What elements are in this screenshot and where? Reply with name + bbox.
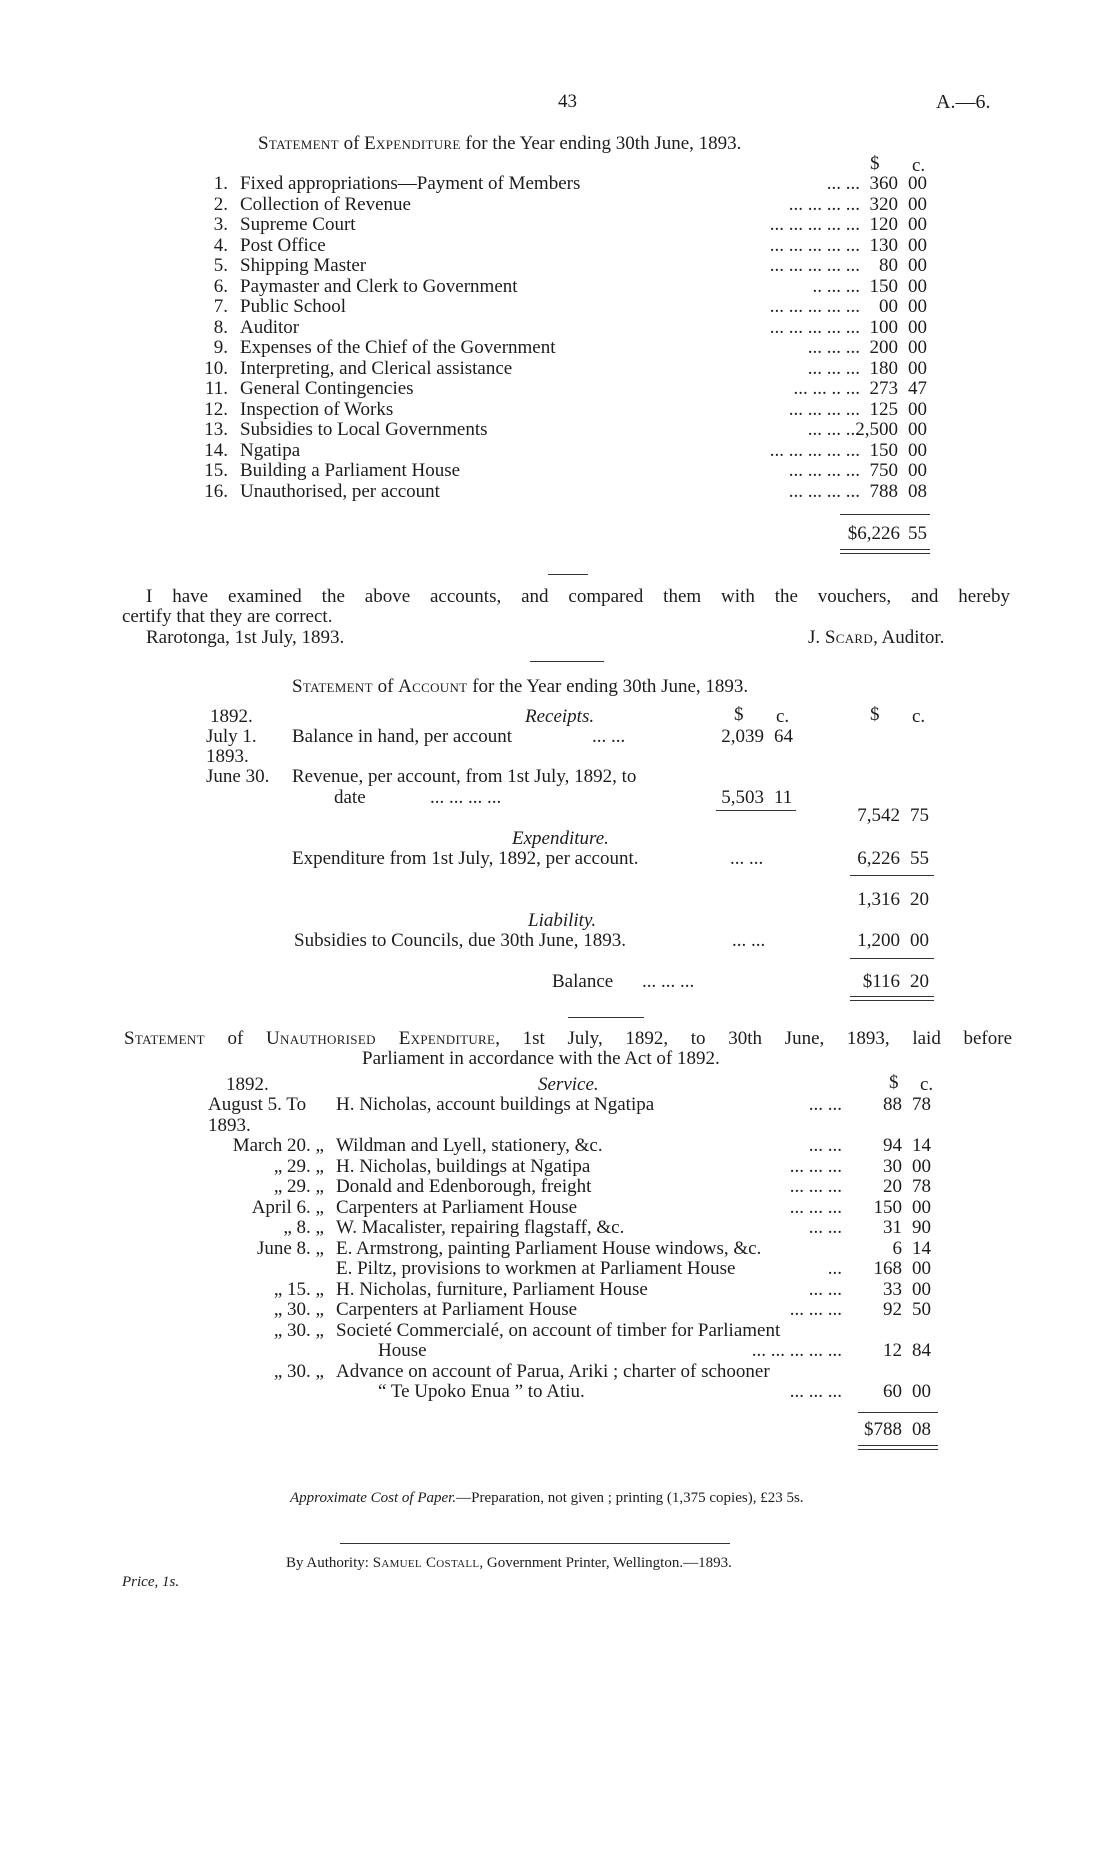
unauthorised-row bbox=[0, 1218, 1114, 1239]
item-number: 11. bbox=[204, 378, 228, 399]
section-divider bbox=[548, 574, 588, 575]
item-cents: 00 bbox=[908, 173, 927, 194]
leader-dots: ... ... ... ... bbox=[788, 460, 860, 481]
item-dollars: 750 bbox=[869, 460, 898, 481]
expenditure-row bbox=[0, 256, 1114, 277]
service-description: Wildman and Lyell, stationery, &c. bbox=[336, 1135, 603, 1156]
subtotal-rule bbox=[716, 810, 796, 811]
item-dollars: 360 bbox=[869, 173, 898, 194]
item-cents: 00 bbox=[908, 460, 927, 481]
unauthorised-row bbox=[0, 1259, 1114, 1280]
unauthorised-col-dollar: $ bbox=[889, 1072, 899, 1093]
item-number: 1. bbox=[213, 173, 228, 194]
column-header-cents: c. bbox=[912, 155, 926, 176]
item-dollars: 788 bbox=[869, 480, 898, 502]
item-number: 12. bbox=[204, 398, 228, 420]
item-label: Post Office bbox=[240, 234, 326, 256]
item-number: 2. bbox=[213, 193, 228, 215]
unauthorised-col-cents: c. bbox=[920, 1074, 934, 1095]
service-date: „ 15. „ bbox=[273, 1278, 324, 1300]
leader-dots: ... ... bbox=[732, 930, 766, 951]
service-dollars: 12 bbox=[883, 1340, 902, 1361]
item-label: Interpreting, and Clerical assistance bbox=[240, 357, 513, 379]
leader-dots: ... ... ... ... bbox=[788, 398, 860, 420]
account-liability-cents: 00 bbox=[910, 930, 929, 951]
item-dollars: 2,500 bbox=[855, 419, 898, 440]
account-year-1893: 1893. bbox=[206, 746, 249, 767]
unauthorised-total-dollars: $788 bbox=[864, 1419, 902, 1440]
service-cents: 50 bbox=[912, 1299, 931, 1320]
service-cents: 14 bbox=[912, 1135, 931, 1156]
total-col-dollar: $ bbox=[870, 704, 880, 725]
service-dollars: 6 bbox=[892, 1237, 902, 1259]
leader-dots: ... ... ... bbox=[807, 357, 860, 379]
unauthorised-row bbox=[0, 1321, 1114, 1342]
leader-dots: ... ... bbox=[730, 848, 764, 869]
service-dollars: 60 bbox=[883, 1381, 902, 1402]
expenditure-total-cents: 55 bbox=[908, 523, 927, 544]
service-cents: 00 bbox=[912, 1258, 931, 1279]
leader-dots: .. ... ... bbox=[812, 275, 860, 297]
account-item: Balance in hand, per account bbox=[292, 726, 512, 747]
item-label: Collection of Revenue bbox=[240, 193, 411, 215]
item-dollars: 120 bbox=[869, 214, 898, 235]
balance-cents: 20 bbox=[910, 971, 929, 992]
leader-dots: ... ... ... bbox=[789, 1196, 842, 1218]
total-rule bbox=[840, 514, 930, 515]
item-cents: 00 bbox=[908, 255, 927, 276]
document-reference: A.—6. bbox=[936, 91, 991, 113]
account-item-dollars: 5,503 bbox=[721, 787, 764, 808]
service-cents: 78 bbox=[912, 1176, 931, 1197]
service-dollars: 92 bbox=[883, 1299, 902, 1320]
leader-dots: ... ... ... ... bbox=[430, 787, 502, 808]
item-dollars: 100 bbox=[869, 316, 898, 338]
service-cents: 90 bbox=[912, 1217, 931, 1238]
service-dollars: 94 bbox=[883, 1135, 902, 1156]
item-dollars: 320 bbox=[869, 193, 898, 215]
expenditure-row bbox=[0, 215, 1114, 236]
cost-of-paper-note: Approximate Cost of Paper.—Preparation, not given ; printing (1,375 copies), £23 5s. bbox=[290, 1490, 804, 1506]
item-cents: 00 bbox=[908, 234, 927, 256]
service-description: E. Armstrong, painting Parliament House windows, &c. bbox=[336, 1237, 762, 1259]
total-rule bbox=[858, 1412, 938, 1413]
account-date: June 30. bbox=[206, 766, 270, 787]
item-label: Building a Parliament House bbox=[240, 460, 461, 481]
item-label: Supreme Court bbox=[240, 214, 356, 235]
leader-dots: ... ... ... ... ... bbox=[769, 316, 860, 338]
item-dollars: 80 bbox=[879, 255, 898, 276]
expenditure-row bbox=[0, 195, 1114, 216]
expenditure-row bbox=[0, 277, 1114, 298]
item-label: Public School bbox=[240, 296, 347, 317]
item-cents: 00 bbox=[908, 337, 927, 358]
service-date: August 5. To bbox=[208, 1094, 307, 1115]
item-label: Ngatipa bbox=[240, 439, 301, 461]
account-date: July 1. bbox=[206, 726, 257, 747]
service-date: „ 30. „ bbox=[273, 1319, 324, 1341]
account-item-dollars: 2,039 bbox=[721, 726, 764, 747]
liability-heading: Liability. bbox=[528, 910, 597, 931]
leader-dots: ... ... ... bbox=[807, 419, 860, 440]
expenditure-total-dollars: $6,226 bbox=[847, 523, 900, 544]
auditor-signature: J. Scard, Auditor. bbox=[808, 627, 945, 648]
item-label: Inspection of Works bbox=[240, 398, 394, 420]
leader-dots: ... ... ... ... bbox=[788, 480, 860, 502]
unauthorised-row bbox=[0, 1136, 1114, 1157]
certification-line-1: I have examined the above accounts, and compared them with the vouchers, and hereby bbox=[146, 586, 1010, 607]
leader-dots: ... ... ... bbox=[789, 1176, 842, 1197]
service-date: March 20. „ bbox=[232, 1135, 324, 1156]
service-dollars: 20 bbox=[883, 1176, 902, 1197]
service-date: „ 30. „ bbox=[273, 1360, 324, 1382]
expenditure-row bbox=[0, 461, 1114, 482]
leader-dots: ... ... .. ... bbox=[793, 378, 860, 399]
expenditure-row bbox=[0, 174, 1114, 195]
item-number: 14. bbox=[204, 439, 228, 461]
expenditure-title: Statement of Expenditure for the Year ending 30th June, 1893. bbox=[258, 133, 742, 154]
unauthorised-row bbox=[0, 1095, 1114, 1116]
expenditure-row bbox=[0, 318, 1114, 339]
expenditure-row bbox=[0, 420, 1114, 441]
section-divider bbox=[530, 661, 604, 662]
account-expenditure-item: Expenditure from 1st July, 1892, per account. bbox=[292, 848, 639, 869]
item-label: Expenses of the Chief of the Government bbox=[240, 337, 556, 358]
account-item-cents: 11 bbox=[774, 787, 793, 808]
expenditure-row bbox=[0, 482, 1114, 503]
service-date: „ 29. „ bbox=[273, 1176, 324, 1197]
unauthorised-row bbox=[0, 1300, 1114, 1321]
service-dollars: 88 bbox=[883, 1094, 902, 1115]
account-item: Revenue, per account, from 1st July, 1892, to bbox=[292, 766, 637, 787]
account-expenditure-cents: 55 bbox=[910, 848, 929, 869]
unauthorised-row bbox=[0, 1362, 1114, 1383]
item-label: Shipping Master bbox=[240, 255, 367, 276]
service-dollars: 30 bbox=[883, 1155, 902, 1177]
item-cents: 00 bbox=[908, 275, 927, 297]
item-dollars: 00 bbox=[879, 296, 898, 317]
item-cents: 47 bbox=[908, 378, 927, 399]
account-liability-dollars: 1,200 bbox=[857, 930, 900, 951]
service-dollars: 31 bbox=[883, 1217, 902, 1238]
leader-dots: ... ... ... ... ... bbox=[769, 296, 860, 317]
printer-authority: By Authority: Samuel Costall, Government Printer, Wellington.—1893. bbox=[286, 1555, 732, 1571]
unauthorised-title: Statement of Unauthorised Expenditure, 1st July, 1892, to 30th June, 1893, laid before bbox=[124, 1028, 1013, 1049]
service-description: Societé Commercialé, on account of timber for Parliament bbox=[336, 1319, 781, 1341]
unauthorised-row bbox=[0, 1341, 1114, 1362]
item-cents: 00 bbox=[908, 214, 927, 235]
service-description: Donald and Edenborough, freight bbox=[336, 1176, 592, 1197]
unauthorised-row bbox=[0, 1382, 1114, 1403]
service-date: April 6. „ bbox=[251, 1196, 324, 1218]
item-label: Auditor bbox=[240, 316, 300, 338]
account-year-1892: 1892. bbox=[210, 706, 253, 727]
leader-dots: ... ... ... bbox=[642, 971, 695, 992]
leader-dots: ... bbox=[827, 1258, 842, 1279]
item-dollars: 180 bbox=[869, 357, 898, 379]
service-description: H. Nicholas, account buildings at Ngatipa bbox=[336, 1094, 655, 1115]
leader-dots: ... ... ... bbox=[807, 337, 860, 358]
item-number: 10. bbox=[204, 357, 228, 379]
service-description: House bbox=[378, 1340, 427, 1361]
leader-dots: ... ... ... bbox=[789, 1381, 842, 1402]
service-description: Carpenters at Parliament House bbox=[336, 1299, 578, 1320]
service-cents: 78 bbox=[912, 1094, 931, 1115]
leader-dots: ... ... bbox=[808, 1217, 842, 1238]
account-item-continued: date bbox=[334, 787, 366, 808]
item-cents: 08 bbox=[908, 480, 927, 502]
receipts-total-cents: 75 bbox=[910, 805, 929, 826]
item-number: 5. bbox=[213, 255, 228, 276]
item-number: 16. bbox=[204, 480, 228, 502]
item-cents: 00 bbox=[908, 357, 927, 379]
unauthorised-row bbox=[0, 1177, 1114, 1198]
service-description: E. Piltz, provisions to workmen at Parliament House bbox=[336, 1258, 736, 1279]
leader-dots: ... ... ... bbox=[789, 1299, 842, 1320]
unauthorised-row bbox=[0, 1239, 1114, 1260]
item-number: 4. bbox=[213, 234, 228, 256]
service-description: Carpenters at Parliament House bbox=[336, 1196, 578, 1218]
item-dollars: 150 bbox=[869, 275, 898, 297]
account-liability-item: Subsidies to Councils, due 30th June, 1893. bbox=[294, 930, 626, 951]
item-dollars: 200 bbox=[869, 337, 898, 358]
footer-rule bbox=[340, 1543, 730, 1544]
unauthorised-row bbox=[0, 1198, 1114, 1219]
item-number: 13. bbox=[204, 419, 228, 440]
service-cents: 14 bbox=[912, 1237, 931, 1259]
item-cents: 00 bbox=[908, 193, 927, 215]
item-label: Subsidies to Local Governments bbox=[240, 419, 488, 440]
service-dollars: 150 bbox=[873, 1196, 902, 1218]
expenditure-row bbox=[0, 379, 1114, 400]
unauthorised-row bbox=[0, 1280, 1114, 1301]
leader-dots: ... ... ... ... ... bbox=[769, 214, 860, 235]
after-expenditure-cents: 20 bbox=[910, 889, 929, 910]
service-date: „ 30. „ bbox=[273, 1299, 324, 1320]
item-dollars: 130 bbox=[869, 234, 898, 256]
service-date: June 8. „ bbox=[256, 1237, 324, 1259]
item-label: General Contingencies bbox=[240, 378, 414, 399]
service-description: Advance on account of Parua, Ariki ; charter of schooner bbox=[336, 1360, 770, 1382]
item-cents: 00 bbox=[908, 419, 927, 440]
section-divider bbox=[568, 1017, 644, 1018]
leader-dots: ... ... ... ... ... bbox=[769, 234, 860, 256]
expenditure-row bbox=[0, 359, 1114, 380]
unauthorised-year-1892: 1892. bbox=[226, 1074, 269, 1095]
account-title: Statement of Account for the Year ending 30th June, 1893. bbox=[292, 676, 749, 697]
item-number: 6. bbox=[213, 275, 228, 297]
item-number: 15. bbox=[204, 460, 228, 481]
account-item-cents: 64 bbox=[774, 726, 793, 747]
service-cents: 00 bbox=[912, 1196, 931, 1218]
page-number: 43 bbox=[558, 91, 577, 112]
balance-double-rule bbox=[850, 996, 934, 1001]
service-cents: 00 bbox=[912, 1278, 931, 1300]
subtotal-rule bbox=[850, 875, 934, 876]
expenditure-row bbox=[0, 297, 1114, 318]
service-description: W. Macalister, repairing flagstaff, &c. bbox=[336, 1217, 625, 1238]
item-label: Paymaster and Clerk to Government bbox=[240, 275, 518, 297]
service-cents: 84 bbox=[912, 1340, 931, 1361]
column-header-dollar: $ bbox=[870, 153, 880, 174]
receipts-heading: Receipts. bbox=[525, 706, 595, 727]
item-number: 8. bbox=[213, 316, 228, 338]
leader-dots: ... ... ... bbox=[789, 1155, 842, 1177]
service-cents: 00 bbox=[912, 1381, 931, 1402]
service-description: H. Nicholas, furniture, Parliament House bbox=[336, 1278, 648, 1300]
expenditure-heading: Expenditure. bbox=[512, 828, 609, 849]
item-cents: 00 bbox=[908, 296, 927, 317]
expenditure-row bbox=[0, 441, 1114, 462]
service-description: H. Nicholas, buildings at Ngatipa bbox=[336, 1155, 591, 1177]
service-dollars: 168 bbox=[873, 1258, 902, 1279]
receipts-total-dollars: 7,542 bbox=[857, 805, 900, 826]
unauthorised-total-cents: 08 bbox=[912, 1419, 931, 1440]
item-number: 3. bbox=[213, 214, 228, 235]
certification-line-2: certify that they are correct. bbox=[122, 606, 333, 627]
leader-dots: ... ... ... ... ... bbox=[751, 1340, 842, 1361]
total-col-cents: c. bbox=[912, 706, 926, 727]
service-date: „ 8. „ bbox=[283, 1217, 324, 1238]
leader-dots: ... ... ... ... ... bbox=[769, 439, 860, 461]
receipts-col-dollar: $ bbox=[734, 704, 744, 725]
receipts-col-cents: c. bbox=[776, 706, 790, 727]
unauthorised-title-line-2: Parliament in accordance with the Act of 1892. bbox=[362, 1048, 720, 1069]
leader-dots: ... ... bbox=[808, 1278, 842, 1300]
balance-dollars: $116 bbox=[862, 971, 900, 992]
item-cents: 00 bbox=[908, 398, 927, 420]
item-dollars: 150 bbox=[869, 439, 898, 461]
leader-dots: ... ... bbox=[808, 1135, 842, 1156]
price: Price, 1s. bbox=[122, 1574, 180, 1590]
leader-dots: ... ... bbox=[808, 1094, 842, 1115]
total-double-rule bbox=[858, 1445, 938, 1450]
item-cents: 00 bbox=[908, 439, 927, 461]
leader-dots: ... ... bbox=[826, 173, 860, 194]
subtotal-rule bbox=[850, 958, 934, 959]
expenditure-row bbox=[0, 400, 1114, 421]
balance-label: Balance bbox=[552, 971, 614, 992]
item-dollars: 125 bbox=[869, 398, 898, 420]
item-label: Fixed appropriations—Payment of Members bbox=[240, 173, 581, 194]
after-expenditure-dollars: 1,316 bbox=[857, 889, 900, 910]
unauthorised-row bbox=[0, 1157, 1114, 1178]
item-label: Unauthorised, per account bbox=[240, 480, 440, 502]
service-heading: Service. bbox=[538, 1074, 599, 1095]
account-expenditure-dollars: 6,226 bbox=[857, 848, 900, 869]
unauthorised-year-1893: 1893. bbox=[208, 1114, 251, 1136]
leader-dots: ... ... ... ... bbox=[788, 193, 860, 215]
service-cents: 00 bbox=[912, 1155, 931, 1177]
expenditure-row bbox=[0, 236, 1114, 257]
service-description: “ Te Upoko Enua ” to Atiu. bbox=[378, 1381, 585, 1402]
leader-dots: ... ... ... ... ... bbox=[769, 255, 860, 276]
item-number: 7. bbox=[213, 296, 228, 317]
expenditure-row bbox=[0, 338, 1114, 359]
total-double-rule bbox=[840, 549, 930, 554]
item-number: 9. bbox=[213, 337, 228, 358]
certification-place-date: Rarotonga, 1st July, 1893. bbox=[146, 627, 345, 648]
service-dollars: 33 bbox=[883, 1278, 902, 1300]
leader-dots: ... ... bbox=[592, 726, 626, 747]
service-date: „ 29. „ bbox=[273, 1155, 324, 1177]
item-cents: 00 bbox=[908, 316, 927, 338]
item-dollars: 273 bbox=[869, 378, 898, 399]
